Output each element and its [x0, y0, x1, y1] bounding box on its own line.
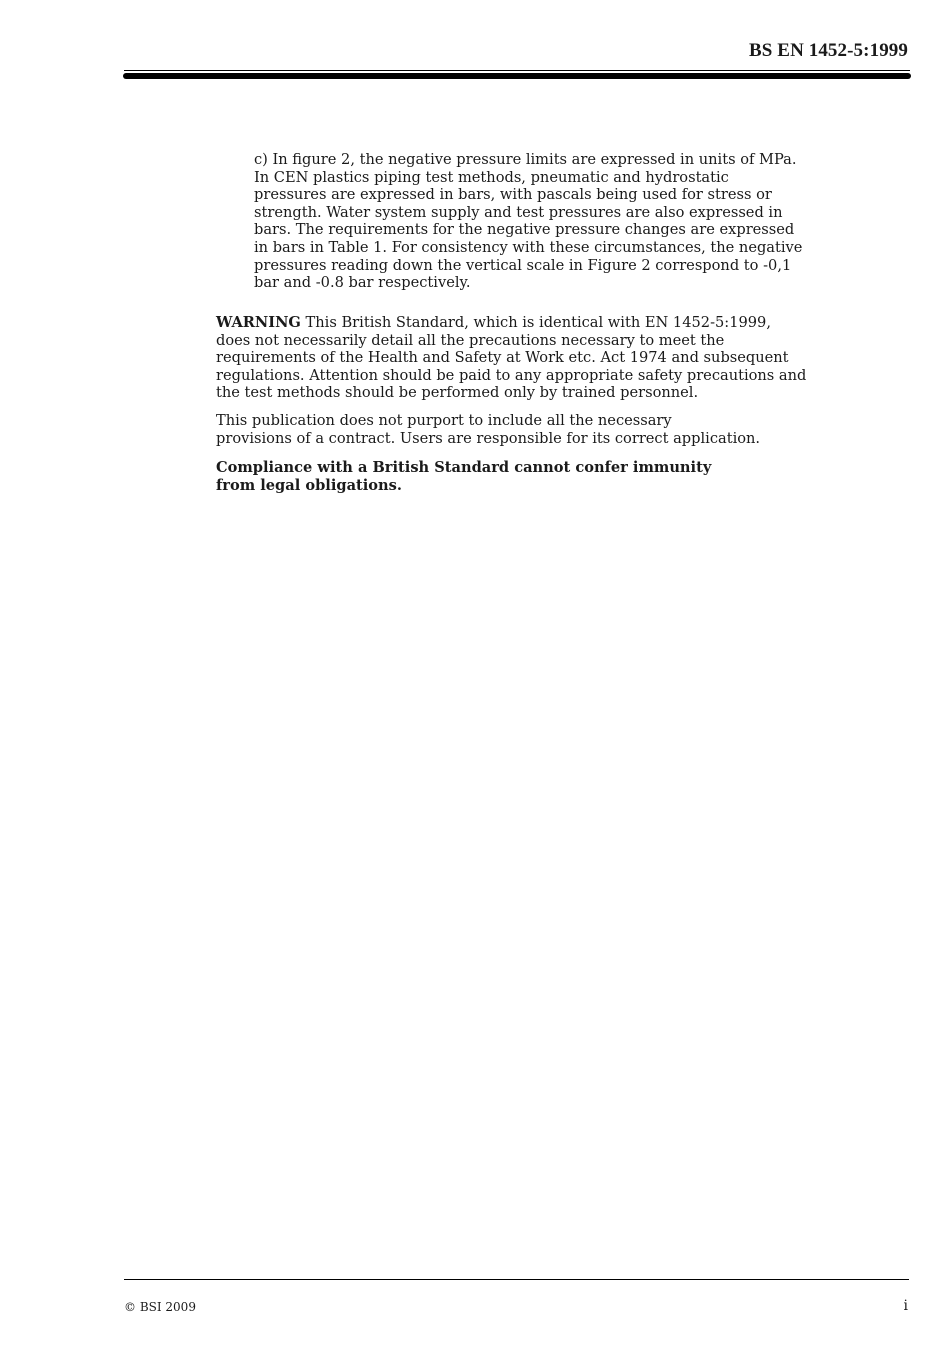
warning-paragraph — [216, 314, 808, 402]
warning-text: This British Standard, which is identical with EN 1452-5:1999, does not necessarily detail all the precautions necessary to meet the requirements of the Health and Safety at Work etc. Act 1974 and subsequent regulations. Attention should be paid to any appropriate safety precautions and the test methods should be performed only by trained personnel. — [216, 314, 807, 402]
header-rule-thin — [124, 70, 910, 71]
warning-label: WARNING — [216, 314, 301, 331]
compliance-line-2: from legal obligations. — [216, 476, 402, 494]
publication-disclaimer — [216, 412, 776, 447]
document-code: BS EN 1452-5:1999 — [749, 40, 908, 61]
publication-line-1: This publication does not purport to include all the necessary — [216, 412, 672, 429]
compliance-line-1: Compliance with a British Standard cannot confer immunity — [216, 459, 712, 476]
header-rule-thick — [123, 73, 911, 79]
page-number: i — [903, 1298, 908, 1314]
publication-line-2: provisions of a contract. Users are responsible for its correct application. — [216, 429, 761, 447]
copyright-notice: © BSI 2009 — [124, 1300, 196, 1314]
footer-rule — [124, 1279, 909, 1280]
note-c-paragraph: c) In figure 2, the negative pressure limits are expressed in units of MPa. In CEN plastics piping test methods, pneumatic and hydrostatic pressures are expressed in bars, with pascals being used for stress or strength. Water system supply and test pressures are also expressed in bars. The requirements for the negative pressure changes are expressed in bars in Table 1. For consistency with these circumstances, the negative pressures reading down the vertical scale in Figure 2 correspond to -0,1 bar and -0.8 bar respectively. — [254, 151, 803, 292]
compliance-statement — [216, 459, 776, 494]
